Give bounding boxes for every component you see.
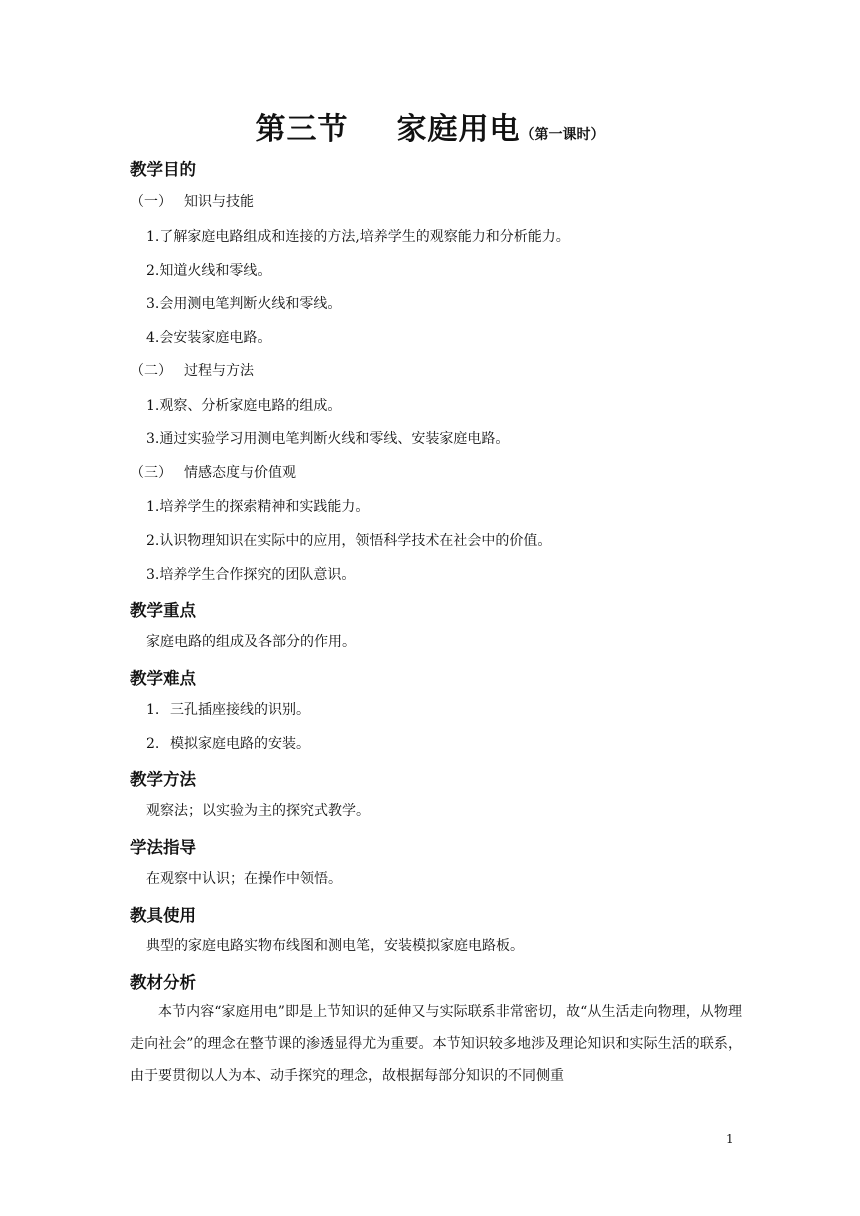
difficulty-item-2 [146, 733, 310, 753]
item-text: 模拟家庭电路的安装。 [170, 736, 310, 752]
goals-section-1 [130, 191, 254, 211]
section-label: （一） [130, 194, 172, 210]
section-title: 知识与技能 [184, 194, 254, 210]
title-subtitle: （第一课时） [520, 127, 605, 143]
study-text: 在观察中认识；在操作中领悟。 [146, 871, 342, 887]
tools-heading: 教具使用 [130, 906, 196, 925]
list-item: 1.培养学生的探索精神和实践能力。 [146, 499, 370, 515]
list-item: 3.培养学生合作探究的团队意识。 [146, 567, 356, 583]
difficulty-item-1 [146, 699, 310, 719]
list-item: 1.了解家庭电路组成和连接的方法,培养学生的观察能力和分析能力。 [146, 229, 570, 245]
item-text: 三孔插座接线的识别。 [170, 702, 310, 718]
analysis-paragraph [130, 996, 742, 1092]
paragraph-text: 本节内容“家庭用电”即是上节知识的延伸又与实际联系非常密切，故“从生活走向物理，从物理走向社会”的理念在整节课的渗透显得尤为重要。本节知识较多地涉及理论知识和实际生活的联系，由于要贯彻以人为本、动手探究的理念，故根据每部分知识的不同侧重 [130, 1004, 742, 1084]
goals-section-3 [130, 462, 296, 482]
list-item: 1.观察、分析家庭电路的组成。 [146, 398, 342, 414]
key-point-heading: 教学重点 [130, 601, 196, 620]
page-number: 1 [726, 1132, 734, 1146]
section-title: 情感态度与价值观 [184, 465, 296, 481]
list-item: 2.知道火线和零线。 [146, 263, 272, 279]
section-label: （二） [130, 363, 172, 379]
list-item: 2.认识物理知识在实际中的应用，领悟科学技术在社会中的价值。 [146, 533, 552, 549]
key-point-text: 家庭电路的组成及各部分的作用。 [146, 634, 356, 650]
goals-heading: 教学目的 [130, 160, 196, 179]
difficulty-heading: 教学难点 [130, 669, 196, 688]
analysis-heading: 教材分析 [130, 973, 196, 992]
tools-text: 典型的家庭电路实物布线图和测电笔，安装模拟家庭电路板。 [146, 938, 524, 954]
list-item: 3.会用测电笔判断火线和零线。 [146, 296, 342, 312]
item-number: 1. [146, 702, 160, 718]
title-main: 第三节 [255, 112, 349, 147]
goals-section-2 [130, 360, 254, 380]
section-label: （三） [130, 465, 172, 481]
method-heading: 教学方法 [130, 770, 196, 789]
method-text: 观察法；以实验为主的探究式教学。 [146, 803, 370, 819]
study-heading: 学法指导 [130, 838, 196, 857]
list-item: 3.通过实验学习用测电笔判断火线和零线、安装家庭电路。 [146, 431, 510, 447]
page-title [0, 104, 860, 148]
item-number: 2. [146, 736, 160, 752]
list-item: 4.会安装家庭电路。 [146, 330, 272, 346]
section-title: 过程与方法 [184, 363, 254, 379]
title-topic: 家庭用电 [396, 112, 521, 147]
